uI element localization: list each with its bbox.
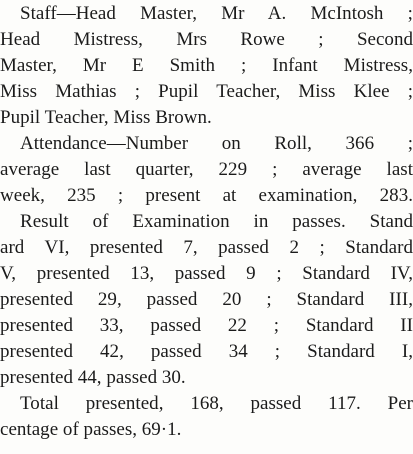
text-line-result: Result of Examination in passes. Stand: [20, 211, 413, 232]
text-line: Head Mistress, Mrs Rowe ; Second: [0, 29, 413, 50]
text-line: presented 42, passed 34 ; Standard I,: [0, 341, 413, 362]
text-line-attendance: Attendance—Number on Roll, 366 ;: [20, 133, 413, 154]
text-line-staff: Staff—Head Master, Mr A. McIntosh ;: [20, 3, 413, 24]
text-line: presented 29, passed 20 ; Standard III,: [0, 289, 413, 310]
text-line: Miss Mathias ; Pupil Teacher, Miss Klee ;: [0, 81, 413, 102]
text-line: week, 235 ; present at examination, 283.: [0, 185, 413, 206]
text-line: average last quarter, 229 ; average last: [0, 159, 413, 180]
text-line: presented 33, passed 22 ; Standard II: [0, 315, 413, 336]
text-line-total: Total presented, 168, passed 117. Per: [20, 393, 413, 414]
text-line: Pupil Teacher, Miss Brown.: [0, 107, 212, 128]
text-line: V, presented 13, passed 9 ; Standard IV,: [0, 263, 413, 284]
text-line: Master, Mr E Smith ; Infant Mistress,: [0, 55, 413, 76]
text-line: presented 44, passed 30.: [0, 367, 186, 388]
text-line: ard VI, presented 7, passed 2 ; Standard: [0, 237, 413, 258]
text-line: centage of passes, 69·1.: [0, 419, 182, 440]
